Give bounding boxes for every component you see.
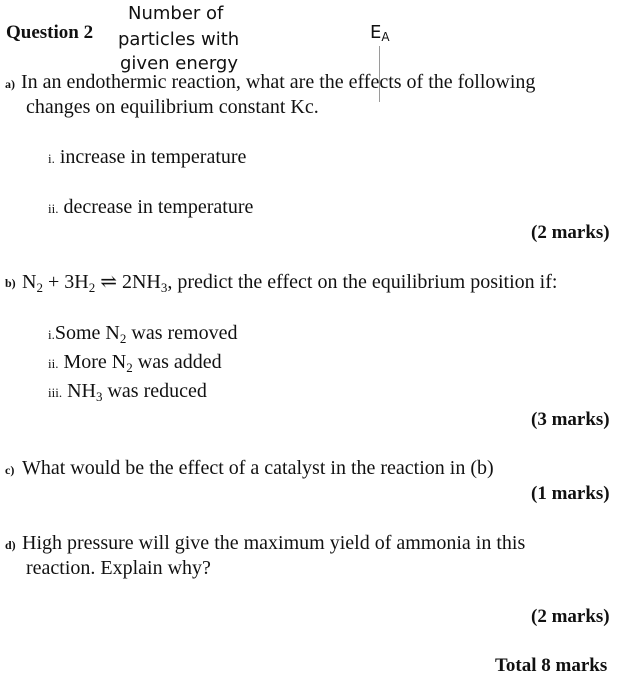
total-marks: Total 8 marks — [495, 655, 608, 676]
part-c-text: What would be the effect of a catalyst in the reaction in (b) — [22, 457, 494, 479]
part-b-item-2: ii. More $N_2$ was added — [48, 351, 222, 375]
part-c-label: c) — [5, 463, 15, 477]
part-a-text-line-2: changes on equilibrium constant Kc. — [26, 96, 319, 118]
equilibrium-arrow: ⇌ — [100, 271, 117, 293]
part-d-text-line-1: High pressure will give the maximum yield of ammonia in this — [22, 532, 526, 554]
question-title: Question 2 — [6, 22, 94, 43]
part-d-text-line-2: reaction. Explain why? — [26, 557, 211, 579]
graph-y-label-line-1: Number of — [128, 3, 224, 24]
part-b-marks: (3 marks) — [531, 409, 610, 430]
part-b-label: b) — [5, 276, 16, 290]
graph-y-label-line-3: given energy — [120, 53, 239, 74]
part-a-item-2: ii. decrease in temperature — [48, 196, 254, 218]
part-d-marks: (2 marks) — [531, 606, 610, 627]
part-b-item-1: i.Some $N_2$ was removed — [48, 322, 238, 346]
part-d-label: d) — [5, 538, 16, 552]
part-b-equation: $N_2 + 3H_2$ ⇌ $2NH_3$, predict the effect on the equilibrium position if: — [22, 271, 558, 295]
part-a-marks: (2 marks) — [531, 222, 610, 243]
part-b-item-3: iii. $NH_3$ was reduced — [48, 380, 207, 404]
part-a-item-1: i. increase in temperature — [48, 146, 247, 168]
part-c-marks: (1 marks) — [531, 483, 610, 504]
activation-energy-label: EA — [370, 22, 390, 44]
part-a-label: a) — [5, 77, 15, 91]
graph-y-label-line-2: particles with — [118, 29, 240, 50]
part-a-text-line-1: In an endothermic reaction, what are the effects of the following — [21, 71, 536, 93]
